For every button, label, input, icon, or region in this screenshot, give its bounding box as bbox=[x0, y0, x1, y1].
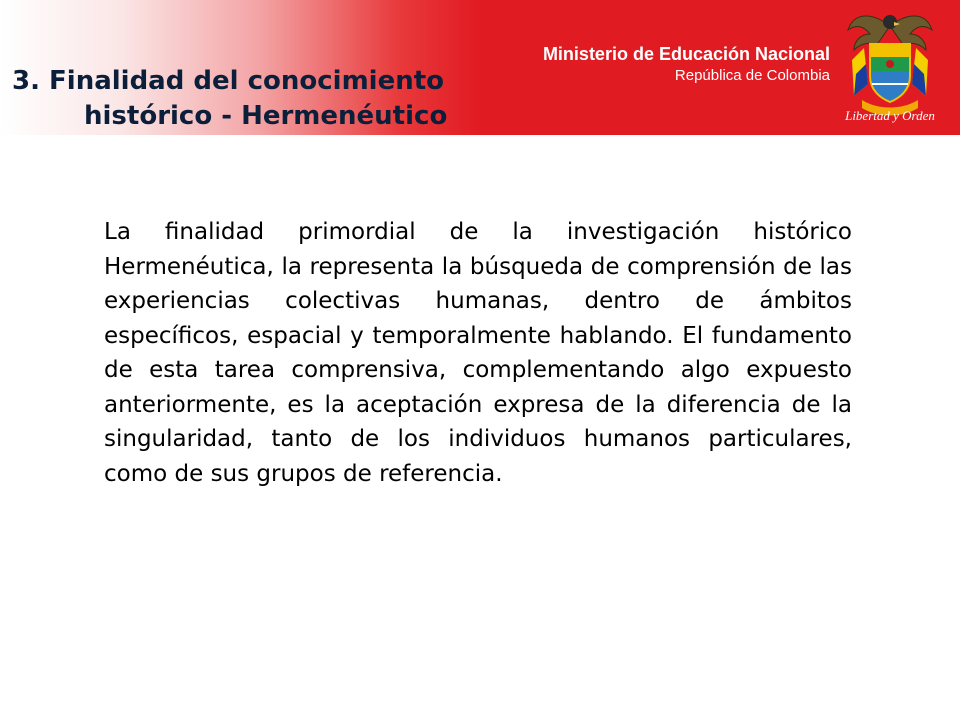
ministry-block bbox=[543, 42, 830, 86]
slide-title bbox=[8, 64, 488, 134]
title-line-2: histórico - Hermenéutico bbox=[84, 101, 448, 131]
body-paragraph: La finalidad primordial de la investigación histórico Hermenéutica, la representa la búsqueda de comprensión de las experiencias colectivas humanas, dentro de ámbitos específicos, espacial y temporalmente hablando. El fundamento de esta tarea comprensiva, complementando algo expuesto anteriormente, es la aceptación expresa de la diferencia de la singularidad, tanto de los individuos humanos particulares, como de sus grupos de referencia. bbox=[104, 219, 852, 487]
crest-motto: Libertad y Orden bbox=[845, 108, 935, 123]
country-name: República de Colombia bbox=[674, 67, 830, 84]
title-line-1: 3. Finalidad del conocimiento bbox=[12, 66, 445, 96]
ministry-name: Ministerio de Educación Nacional bbox=[542, 44, 830, 64]
